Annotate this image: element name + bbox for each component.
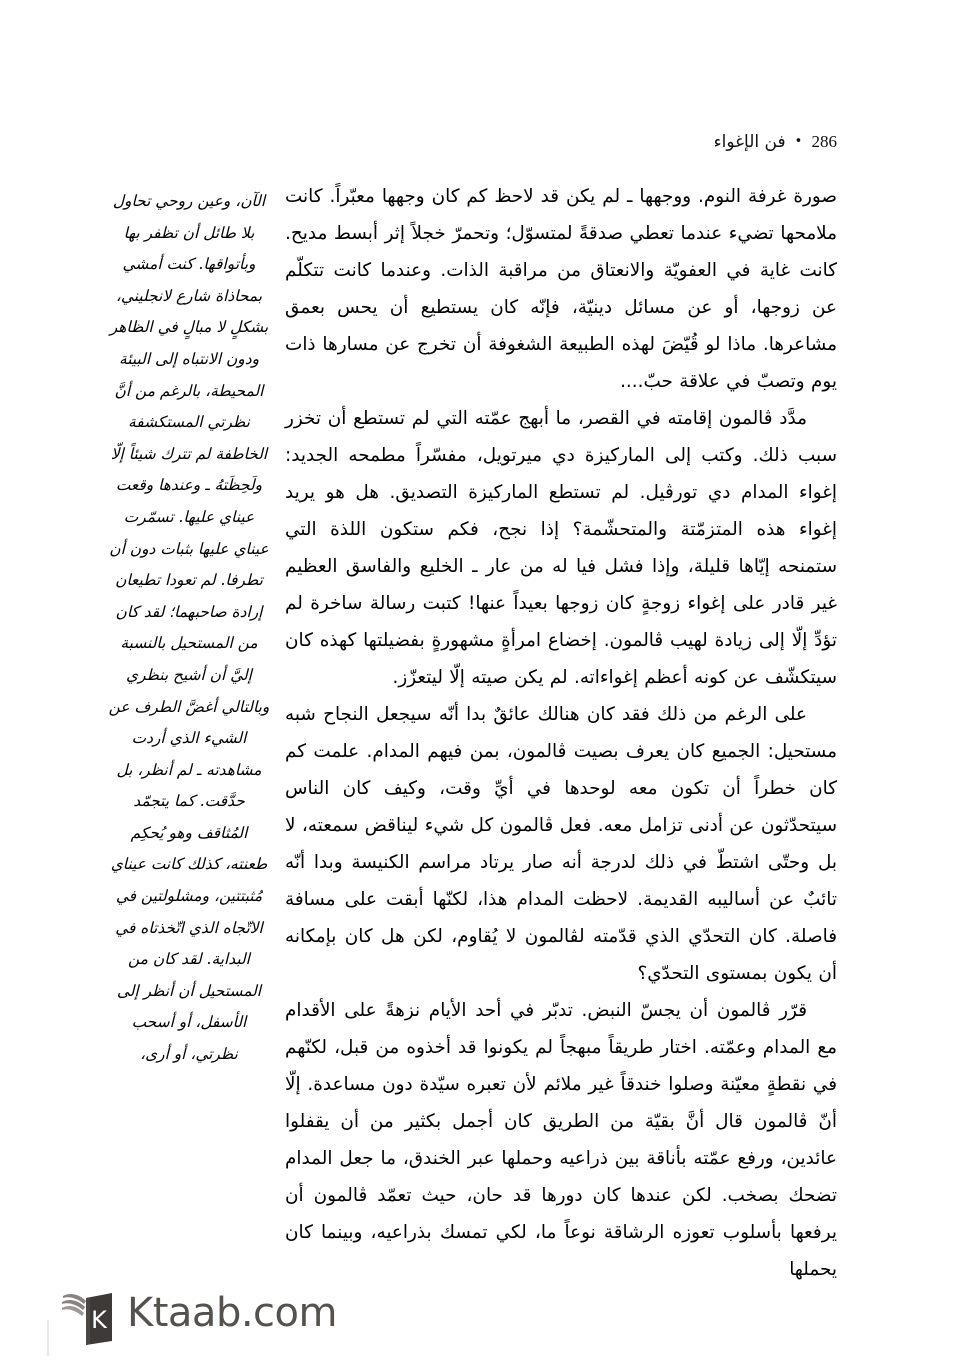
book-title: فن الإغواء <box>713 132 786 152</box>
page-number: 286 <box>811 132 837 151</box>
scan-edge-artifact <box>47 1320 49 1356</box>
watermark <box>60 1283 337 1347</box>
svg-text:K: K <box>91 1306 107 1334</box>
watermark-brand-text: Ktaab.com <box>127 1290 337 1336</box>
body-area <box>108 178 837 1280</box>
paragraph-1: صورة غرفة النوم. ووجهها ـ لم يكن قد لاحظ كم كان وجهها معبّراً. كانت ملامحها تضيء عندما تعطي صدقةً لمتسوّل؛ وتحمرّ خجلاً إثر أبسط مديح. كانت غاية في العفويّة والانعتاق من مراقبة الذات. وعندما كانت تتكلّم عن زوجها، أو عن مسائل دينيّة، فإنّه كان يستطيع أن يحس بعمق مشاعرها. ماذا لو قُيّضَ لهذه الطبيعة الشغوفة أن تخرج عن مسارها ذات يوم وتصبّ في علاقة حبّ.... <box>285 186 837 392</box>
running-head-inner <box>714 132 837 152</box>
margin-note-column <box>108 186 270 1071</box>
paragraph-2: مدَّد ڤالمون إقامته في القصر، ما أبهج عمّته التي لم تستطع أن تخزر سبب ذلك. وكتب إلى الماركيزة دي ميرتويل، مفسّراً مطمحه الجديد: إغواء المدام دي تورڤيل. لم تستطع الماركيزة التصديق. هل هو يريد إغواء هذه المتزمّتة والمتحشّمة؟ إذا نجح، فكم ستكون اللذة التي ستمنحه إيّاها قليلة، وإذا فشل فيا له من عار ـ الخليع والفاسق العظيم غير قادر على إغواء زوجةٍ كان زوجها بعيداً عنها! كتبت رسالة ساخرة لم تؤدِّ إلّا إلى زيادة لهيب ڤالمون. إخضاع امرأةٍ مشهورةٍ بفضيلتها كهذه كان سيتكشّف عن كونه أعظم إغواءاته. لم يكن صيته إلّا ليتعزّز. <box>285 408 837 688</box>
margin-note-text: الآن، وعين روحي تحاول بلا طائل أن تظفر بها وبأتواقها. كنت أمشي بمحاذاة شارع لانجليني، بشكلٍ لا مبالٍ في الظاهر ودون الانتباه إلى البيئة المحيطة، بالرغم من أنَّ نظرتي المستكشفة الخاطفة لم تترك شيئاً إلّا ولَحِظَتهُ ـ وعندها وقعت عيناي عليها. تسمّرت عيناي عليها بثبات دون أن تطرفا. لم تعودا تطيعان إرادة صاحبهما؛ لقد كان من المستحيل بالنسبة إليَّ أن أشيح بنظري وبالتالي أغضَّ الطرف عن الشيء الذي أردت مشاهدته ـ لم أنظر، بل حدَّقت. كما يتجمّد المُثاقف وهو يُحكِم طعنته، كذلك كانت عيناي مُثبتتين، ومشلولتين في الاتّجاه الذي اتّخذتاه في البداية. لقد كان من المستحيل أن أنظر إلى الأسفل، أو أسحب نظرتي، أو أرى، <box>108 192 270 1064</box>
paragraph-4: قرّر ڤالمون أن يجسّ النبض. تدبّر في أحد الأيام نزهةً على الأقدام مع المدام وعمّته. اختار طريقاً مبهجاً لم يكونوا قد أخذوه من قبل، لكنّهم في نقطةٍ معيّنة وصلوا خندقاً غير ملائم لأن تعبره سيّدة دون مساعدة. إلّا أنّ ڤالمون قال أنَّ بقيّة من الطريق كان أجمل بكثير من أن يقفلوا عائدين، ورفع عمّته بأناقة بين ذراعيه وحملها عبر الخندق، ما جعل المدام تضحك بصخب. لكن عندها كان دورها قد حان، حيث تعمّد ڤالمون أن يرفعها بأسلوب تعوزه الرشاقة نوعاً ما، لكي تمسك بذراعيه، وبينما كان يحملها <box>285 1000 837 1280</box>
paragraph-3: على الرغم من ذلك فقد كان هنالك عائقٌ بدا أنّه سيجعل النجاح شبه مستحيل: الجميع كان يعرف بصيت ڤالمون، بمن فيهم المدام. علمت كم كان خطراً أن تكون معه لوحدها في أيِّ وقت، وكيف كان الناس سيتحدّثون عن أدنى تزامل معه. فعل ڤالمون كل شيء ليناقض سمعته، لا بل وحتّى اشتطّ في ذلك لدرجة أنه صار يرتاد مراسم الكنيسة وبدا أنّه تائبٌ عن أساليبه القديمة. لاحظت المدام هذا، لكنّها أبقت على مسافة فاصلة. كان التحدّي الذي قدّمته لڤالمون لا يُقاوم، لكن هل كان بإمكانه أن يكون بمستوى التحدّي؟ <box>285 704 837 984</box>
main-text-column <box>285 178 837 1288</box>
book-logo-icon <box>60 1283 116 1347</box>
running-head-separator: • <box>794 134 803 149</box>
